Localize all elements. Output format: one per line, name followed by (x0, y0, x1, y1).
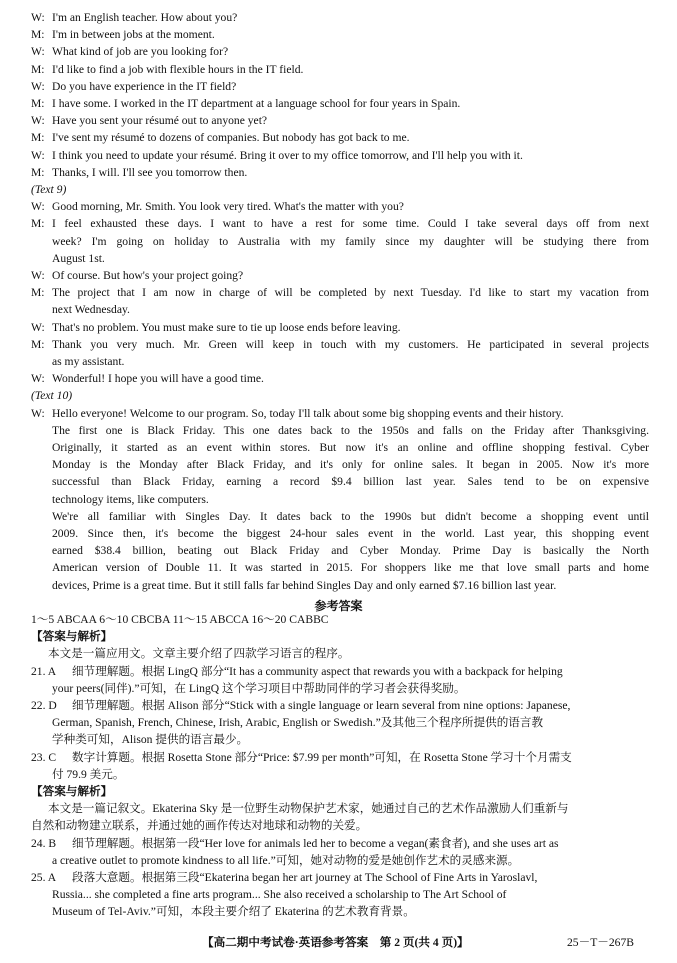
question-number: 24. B (31, 836, 57, 850)
speaker-label: W: (31, 269, 45, 282)
section2-intro: 自然和动物建立联系，并通过她的画作传达对地球和动物的关爱。 (31, 819, 368, 833)
dialogue-text: I'm an English teacher. How about you? (52, 11, 238, 24)
speaker-label: M: (31, 131, 45, 145)
section2-label: 【答案与解析】 (31, 785, 113, 798)
explanation-text: Museum of Tel-Aviv.”可知，本段主要介绍了 Ekaterina 的艺术教育背景。 (52, 905, 415, 919)
monologue-text: Monday is the Monday after Black Friday, and it's only for online sales. It began in 2005. Now it's more (52, 458, 649, 472)
speaker-label: M: (31, 62, 45, 76)
dialogue-text: What kind of job are you looking for? (52, 45, 229, 59)
monologue-text: American version of Double 11. It was started in 2015. For shoppers like me that love small parts and home (52, 561, 649, 575)
section2-intro: 本文是一篇记叙文。Ekaterina Sky 是一位野生动物保护艺术家，她通过自己的艺术作品激励人们重新与 (48, 802, 569, 816)
explanation-text: 细节理解题。根据 Alison 部分“Stick with a single language or learn several from nine options: Japanese, (72, 699, 571, 712)
speaker-label: W: (31, 320, 45, 334)
speaker-label: W: (31, 11, 45, 24)
text9-header: (Text 9) (31, 183, 67, 196)
monologue-text: technology items, like computers. (52, 492, 209, 506)
dialogue-text: Good morning, Mr. Smith. You look very tired. What's the matter with you? (52, 200, 404, 214)
monologue-text: The first one is Black Friday. This one dates back to the 1950s and falls on the Friday after Thanksgiving. (52, 423, 649, 437)
question-number: 21. A (31, 664, 57, 678)
speaker-label: W: (31, 114, 45, 128)
monologue-text: Originally, it started as an event within stores. But now it's an online and offline shopping festival. Cyber (52, 441, 649, 454)
explanation-text: Russia... she completed a fine arts program... She also received a scholarship to The Art School of (52, 888, 507, 902)
explanation-text: German, Spanish, French, Chinese, Irish, Arabic, English or Swedish.”及其他三个程序所提供的语言教 (52, 716, 544, 730)
dialogue-text: Thanks, I will. I'll see you tomorrow then. (52, 165, 248, 179)
dialogue-text: August 1st. (52, 251, 105, 265)
monologue-text: earned $38.4 billion, beating out Black Friday and Cyber Monday. Prime Day is basically the North (52, 544, 649, 558)
monologue-text: 2009. Since then, it's become the biggest 24-hour sales event in the world. Last year, this shopping event (52, 527, 649, 540)
monologue-text: successful than Black Friday, earning a record $9.4 billion last year. Sales tend to be on expensive (52, 475, 649, 489)
speaker-label: W: (31, 79, 45, 93)
dialogue-text: I feel exhausted these days. I want to have a rest for some time. Could I take several days off from next (52, 217, 649, 231)
dialogue-text: I think you need to update your résumé. Bring it over to my office tomorrow, and I'll help you with it. (52, 148, 523, 162)
speaker-label: W: (31, 45, 45, 59)
dialogue-text: Wonderful! I hope you will have a good time. (52, 372, 264, 386)
answer-key: 1～5 ABCAA 6～10 CBCBA 11～15 ABCCA 16～20 CABBC (31, 613, 329, 626)
dialogue-text: Have you sent your résumé out to anyone yet? (52, 114, 268, 128)
speaker-label: W: (31, 200, 45, 214)
explanation-text: 细节理解题。根据 LingQ 部分“It has a community aspect that rewards you with a backpack for helping (72, 664, 563, 678)
monologue-text: We're all familiar with Singles Day. It dates back to the 1990s but didn't become a shopping event until (52, 509, 649, 523)
question-number: 25. A (31, 871, 57, 884)
dialogue-text: That's no problem. You must make sure to tie up loose ends before leaving. (52, 320, 401, 334)
speaker-label: M: (31, 337, 45, 351)
explanation-text: 数字计算题。根据 Rosetta Stone 部分“Price: $7.99 per month”可知，在 Rosetta Stone 学习十个月需支 (72, 750, 572, 764)
question-number: 23. C (31, 750, 57, 764)
dialogue-text: I'd like to find a job with flexible hours in the IT field. (52, 62, 304, 76)
dialogue-text: Of course. But how's your project going? (52, 269, 244, 282)
speaker-label: W: (31, 406, 45, 420)
dialogue-text: I've sent my résumé to dozens of companies. But nobody has got back to me. (52, 131, 410, 145)
explanation-text: 段落大意题。根据第三段“Ekaterina began her art journey at The School of Fine Arts in Yaroslavl, (72, 871, 538, 884)
dialogue-text: week? I'm going on holiday to Australia with my family since my daughter will be studying there from (52, 234, 649, 248)
monologue-text: devices, Prime is a great time. But it still falls far behind Singles Day and only earned $7.16 billion last year. (52, 578, 557, 592)
question-number: 22. D (31, 699, 57, 712)
dialogue-text: I have some. I worked in the IT department at a language school for four years in Spain. (52, 97, 461, 110)
explanation-text: a creative outlet to promote kindness to all life.”可知，她对动物的爱是她创作艺术的灵感来源。 (52, 853, 520, 867)
answers-title: 参考答案 (314, 598, 363, 613)
section1-intro: 本文是一篇应用文。文章主要介绍了四款学习语言的程序。 (48, 647, 350, 661)
dialogue-text: Do you have experience in the IT field? (52, 79, 237, 93)
section1-label: 【答案与解析】 (31, 630, 113, 644)
dialogue-text: as my assistant. (52, 355, 125, 368)
dialogue-text: I'm in between jobs at the moment. (52, 28, 215, 42)
footer-code: 25－T－267B (567, 936, 634, 949)
speaker-label: W: (31, 372, 45, 386)
dialogue-text: The project that I am now in charge of will be completed by next Tuesday. I'd like to start my vacation from (52, 286, 649, 300)
speaker-label: M: (31, 217, 45, 231)
speaker-label: M: (31, 286, 45, 300)
dialogue-text: Thank you very much. Mr. Green will keep in touch with my customers. He participated in several projects (52, 337, 649, 351)
text10-header: (Text 10) (31, 389, 73, 403)
speaker-label: M: (31, 165, 45, 179)
speaker-label: M: (31, 28, 45, 42)
footer-title: 【高二期中考试卷·英语参考答案 第 2 页(共 4 页)】 (202, 936, 469, 949)
explanation-text: your peers(同伴).”可知，在 LingQ 这个学习项目中帮助同伴的学习者会获得奖励。 (52, 681, 466, 695)
dialogue-text: next Wednesday. (52, 303, 130, 317)
speaker-label: M: (31, 97, 45, 110)
explanation-text: 细节理解题。根据第一段“Her love for animals led her to become a vegan(素食者), and she uses art as (72, 836, 559, 850)
explanation-text: 付 79.9 美元。 (52, 767, 125, 781)
monologue-text: Hello everyone! Welcome to our program. So, today I'll talk about some big shopping events and their history. (52, 406, 564, 420)
speaker-label: W: (31, 148, 45, 162)
explanation-text: 学种类可知，Alison 提供的语言最少。 (52, 733, 249, 747)
